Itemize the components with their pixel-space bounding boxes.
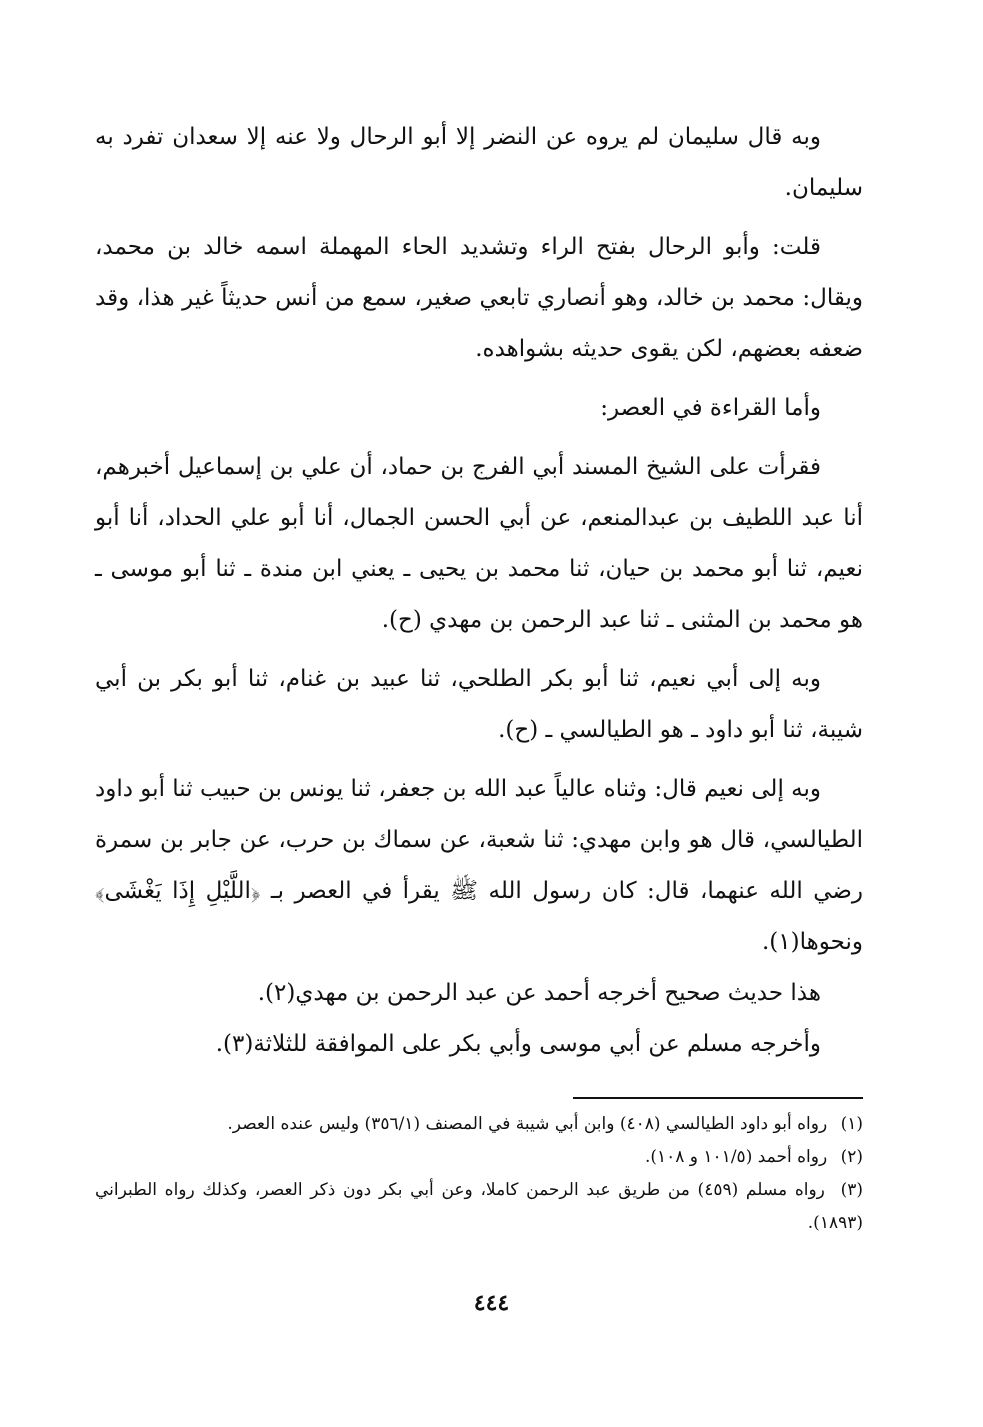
footnote-text: رواه أبو داود الطيالسي (٤٠٨) وابن أبي شيبة في المصنف (٣٥٦/١) وليس عنده العصر.	[227, 1114, 828, 1134]
footnote-text: رواه مسلم (٤٥٩) من طريق عبد الرحمن كاملا، وعن أبي بكر دون ذكر العصر، وكذلك رواه الطبراني (١٨٩٣).	[95, 1180, 863, 1233]
closing-line: وأخرجه مسلم عن أبي موسى وأبي بكر على الموافقة للثلاثة(٣).	[215, 1031, 821, 1057]
paragraph: وبه قال سليمان لم يروه عن النضر إلا أبو الرحال ولا عنه إلا سعدان تفرد به سليمان.	[95, 124, 863, 201]
section-heading: وأما القراءة في العصر:	[600, 395, 821, 421]
closing-line: هذا حديث صحيح أخرجه أحمد عن عبد الرحمن بن مهدي(٢).	[257, 980, 821, 1006]
footnote-divider	[573, 1097, 863, 1099]
main-text	[95, 112, 863, 1070]
paragraph: قلت: وأبو الرحال بفتح الراء وتشديد الحاء المهملة اسمه خالد بن محمد، ويقال: محمد بن خالد، وهو أنصاري تابعي صغير، سمع من أنس حديثاً غير هذا، وقد ضعفه بعضهم، لكن يقوى حديثه بشواهده.	[95, 234, 863, 362]
footnote-number: (١)	[840, 1114, 863, 1134]
footnotes	[95, 1108, 863, 1240]
footnote	[95, 1108, 863, 1141]
footnote	[95, 1174, 863, 1240]
footnote-text: رواه أحمد (١٠١/٥ و ١٠٨).	[644, 1147, 828, 1167]
footnote-number: (٢)	[840, 1147, 863, 1167]
paragraph: فقرأت على الشيخ المسند أبي الفرج بن حماد، أن علي بن إسماعيل أخبرهم، أنا عبد اللطيف بن عبدالمنعم، عن أبي الحسن الجمال، أنا أبو علي الحداد، أنا أبو نعيم، ثنا أبو محمد بن حيان، ثنا محمد بن يحيى ـ يعني ابن مندة ـ ثنا أبو موسى ـ هو محمد بن المثنى ـ ثنا عبد الرحمن بن مهدي (ح).	[95, 454, 863, 633]
footnote	[95, 1141, 863, 1174]
paragraph: وبه إلى نعيم قال: وثناه عالياً عبد الله بن جعفر، ثنا يونس بن حبيب ثنا أبو داود الطيالسي، قال هو وابن مهدي: ثنا شعبة، عن سماك بن حرب، عن جابر بن سمرة رضي الله عنهما، قال: كان رسول الله ﷺ يقرأ في العصر بـ ﴿اللَّيْلِ إِذَا يَغْشَى﴾ ونحوها(١).	[95, 776, 863, 955]
page-number: ٤٤٤	[473, 1290, 510, 1316]
paragraph: وبه إلى أبي نعيم، ثنا أبو بكر الطلحي، ثنا عبيد بن غنام، ثنا أبو بكر بن أبي شيبة، ثنا أبو داود ـ هو الطيالسي ـ (ح).	[95, 666, 863, 743]
footnote-number: (٣)	[840, 1180, 864, 1200]
